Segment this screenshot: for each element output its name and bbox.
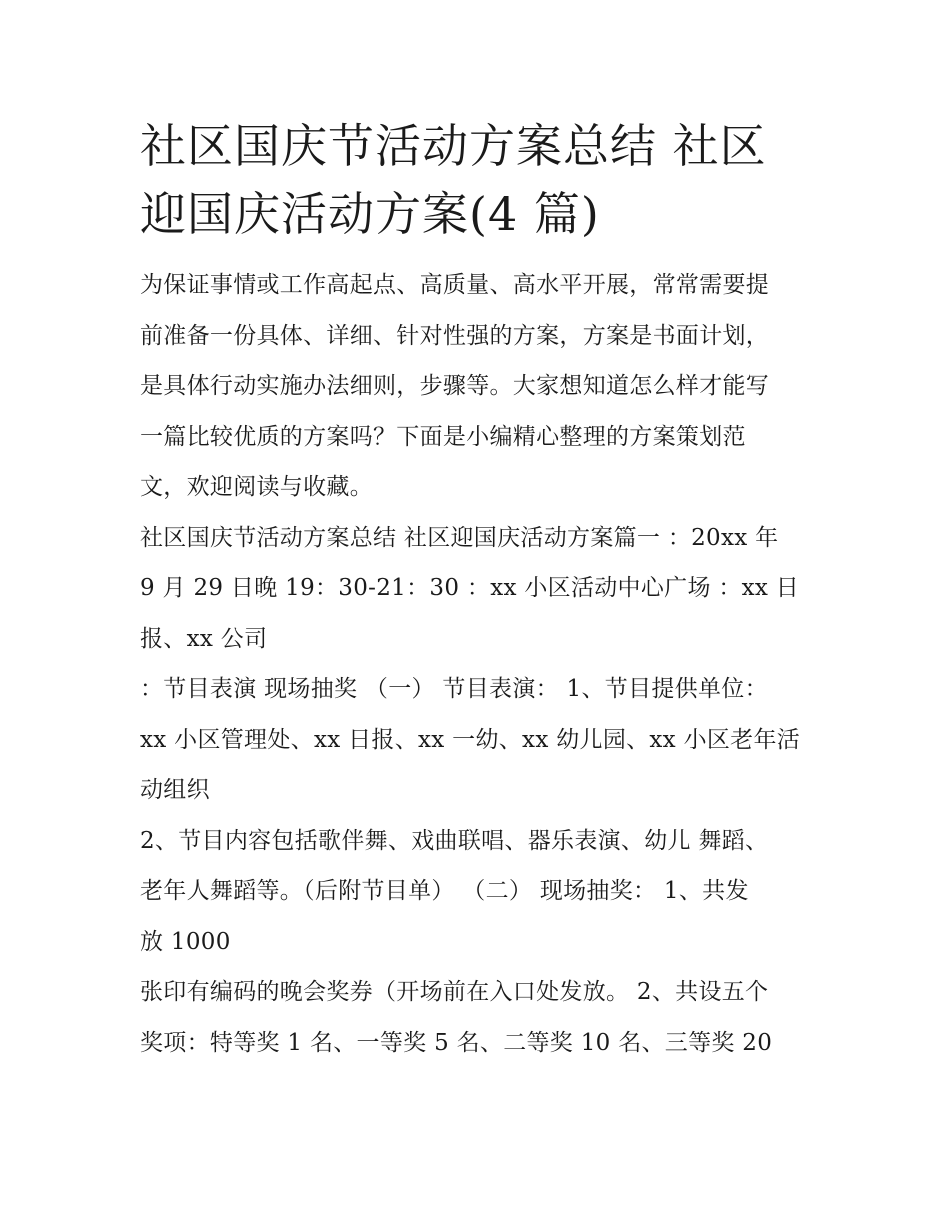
title-line-1: 社区国庆节活动方案总结 社区 [140, 119, 767, 173]
paragraph-intro [140, 260, 820, 513]
text-line: 老年人舞蹈等。（后附节目单） （二） 现场抽奖： 1、共发 [140, 878, 749, 904]
text-line: 奖项：特等奖 1 名、一等奖 5 名、二等奖 10 名、三等奖 20 [140, 1029, 773, 1056]
title-line-2: 迎国庆活动方案(4 篇) [140, 187, 600, 241]
text-line: 是具体行动实施办法细则，步骤等。大家想知道怎么样才能写 [140, 373, 770, 399]
text-line: 9 月 29 日晚 19：30-21：30 ：xx 小区活动中心广场 ：xx 日 [140, 575, 800, 601]
paragraph-lottery [140, 967, 820, 1068]
text-line: xx 小区管理处、xx 日报、xx 一幼、xx 幼儿园、xx 小区老年活 [140, 726, 801, 753]
document-body [140, 260, 820, 1068]
document-title [140, 112, 820, 248]
text-line: 前准备一份具体、详细、针对性强的方案，方案是书面计划， [140, 322, 770, 349]
paragraph-content [140, 816, 820, 968]
document-page [140, 112, 820, 1068]
text-line: 动组织 [140, 777, 210, 803]
text-line: 放 1000 [140, 928, 231, 955]
text-line: ：节目表演 现场抽奖 （一） 节目表演： 1、节目提供单位： [140, 676, 768, 702]
text-line: 一篇比较优质的方案吗？下面是小编精心整理的方案策划范 [140, 423, 746, 450]
text-line: 为保证事情或工作高起点、高质量、高水平开展，常常需要提 [140, 272, 770, 298]
paragraph-program [140, 664, 820, 816]
text-line: 报、xx 公司 [140, 625, 268, 652]
paragraph-time-place [140, 513, 820, 665]
text-line: 2、节目内容包括歌伴舞、戏曲联唱、器乐表演、幼儿 舞蹈、 [140, 827, 769, 854]
text-line: 张印有编码的晚会奖券（开场前在入口处发放。 2、共设五个 [140, 979, 769, 1005]
text-line: 社区国庆节活动方案总结 社区迎国庆活动方案篇一 ：20xx 年 [140, 524, 779, 551]
text-line: 文，欢迎阅读与收藏。 [140, 474, 373, 500]
